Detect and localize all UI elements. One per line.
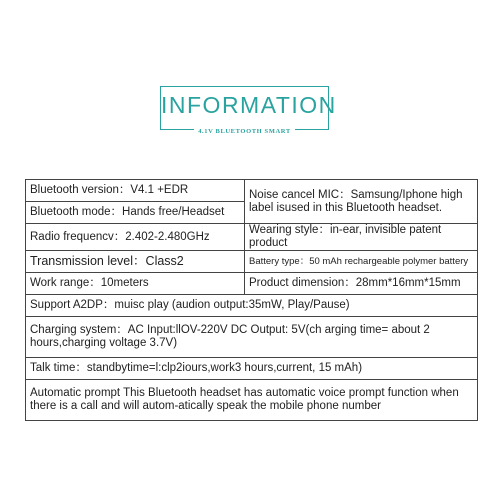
battery-type-cell: Battery type：50 mAh rechargeable polymer battery [245,251,478,273]
table-row [26,380,478,421]
product-dimension-cell: Product dimension：28mm*16mm*15mm [245,273,478,295]
support-a2dp-cell: Support A2DP：muisc play (audion output:35mW, Play/Pause) [26,295,478,317]
table-row [26,224,478,251]
subtitle-text: 4.1V BLUETOOTH SMART [194,128,295,135]
table-row [26,295,478,317]
wearing-style-cell: Wearing style：in-ear, invisible patent product [245,224,478,251]
table-row [26,317,478,358]
transmission-level-cell: Transmission level：Class2 [26,251,245,273]
table-row [26,273,478,295]
table-row [26,251,478,273]
noise-cancel-mic-cell: Noise cancel MIC：Samsung/Iphone high label isused in this Bluetooth headset. [245,180,478,224]
information-title: INFORMATION [161,92,337,118]
talk-time-cell: Talk time：standbytime=l:clp2iours,work3 hours,current, 15 mAh) [26,358,478,380]
automatic-prompt-cell: Automatic prompt This Bluetooth headset has automatic voice prompt function when there is a call and will autom-atically speak the mobile phone number [26,380,478,421]
work-range-cell: Work range：10meters [26,273,245,295]
table-row [26,180,478,202]
information-badge [160,86,337,135]
table-row [26,358,478,380]
charging-system-cell: Charging system：AC Input:llOV-220V DC Output: 5V(ch arging time= about 2 hours,charging voltage 3.7V) [26,317,478,358]
spec-table [25,179,478,421]
information-subtitle [161,128,328,135]
bluetooth-version-cell: Bluetooth version：V4.1 +EDR [26,180,245,202]
bluetooth-mode-cell: Bluetooth mode：Hands free/Headset [26,202,245,224]
radio-frequency-cell: Radio frequencv：2.402-2.480GHz [26,224,245,251]
